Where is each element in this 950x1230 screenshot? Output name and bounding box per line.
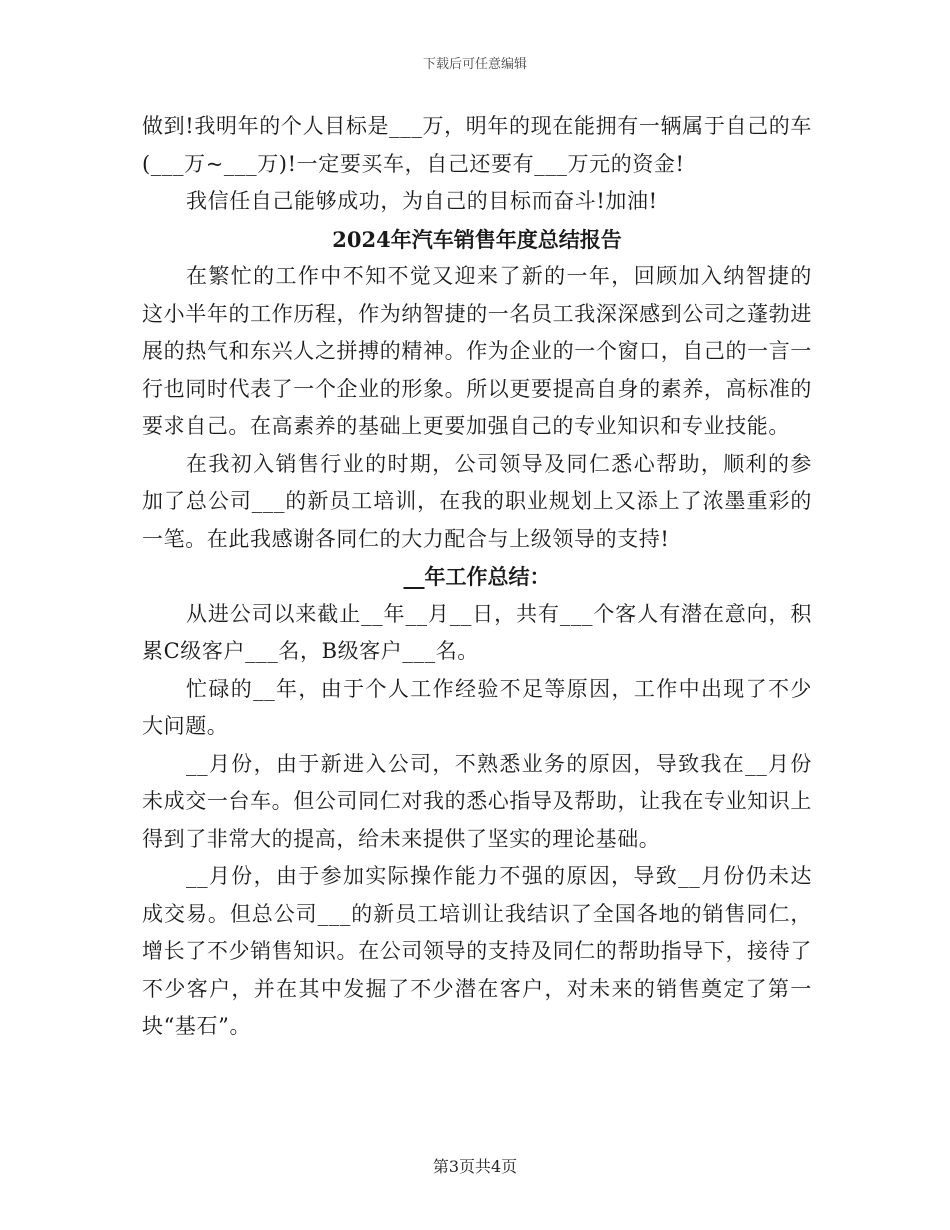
paragraph-training: 在我初入销售行业的时期，公司领导及同仁悉心帮助，顺利的参加了总公司___的新员工培训，在我的职业规划上又添上了浓墨重彩的一笔。在此我感谢各同仁的大力配合与上级领导的支持!	[142, 451, 812, 551]
paragraph-problems: 忙碌的__年，由于个人工作经验不足等原因，工作中出现了不少大问题。	[142, 676, 812, 738]
paragraph-motto: 我信任自己能够成功，为自己的目标而奋斗!加油!	[186, 189, 658, 213]
header-note: 下载后可任意编辑	[422, 57, 527, 72]
page-number: 第3页共4页	[432, 1157, 518, 1176]
document-body	[142, 108, 812, 1046]
paragraph-month-one: __月份，由于新进入公司，不熟悉业务的原因，导致我在__月份未成交一台车。但公司同仁对我的悉心指导及帮助，让我在专业知识上得到了非常大的提高，给未来提供了坚实的理论基础。	[142, 751, 812, 851]
paragraph-continued: 做到!我明年的个人目标是___万，明年的现在能拥有一辆属于自己的车(___万~___万)!一定要买车，自己还要有___万元的资金!	[142, 114, 812, 176]
section-heading: __年工作总结：	[403, 564, 551, 589]
paragraph-intro: 在繁忙的工作中不知不觉又迎来了新的一年，回顾加入纳智捷的这小半年的工作历程，作为纳智捷的一名员工我深深感到公司之蓬勃进展的热气和东兴人之拼搏的精神。作为企业的一个窗口，自己的一言一行也同时代表了一个企业的形象。所以更要提高自身的素养，高标准的要求自己。在高素养的基础上更要加强自己的专业知识和专业技能。	[142, 264, 812, 438]
document-title: 2024年汽车销售年度总结报告	[332, 226, 622, 252]
paragraph-customers: 从进公司以来截止__年__月__日，共有___个客人有潜在意向，积累C级客户___名，B级客户___名。	[142, 601, 812, 663]
paragraph-month-two: __月份，由于参加实际操作能力不强的原因，导致__月份仍未达成交易。但总公司___的新员工培训让我结识了全国各地的销售同仁，增长了不少销售知识。在公司领导的支持及同仁的帮助指导下，接待了不少客户，并在其中发掘了不少潜在客户，对未来的销售奠定了第一块“基石”。	[142, 864, 812, 1038]
